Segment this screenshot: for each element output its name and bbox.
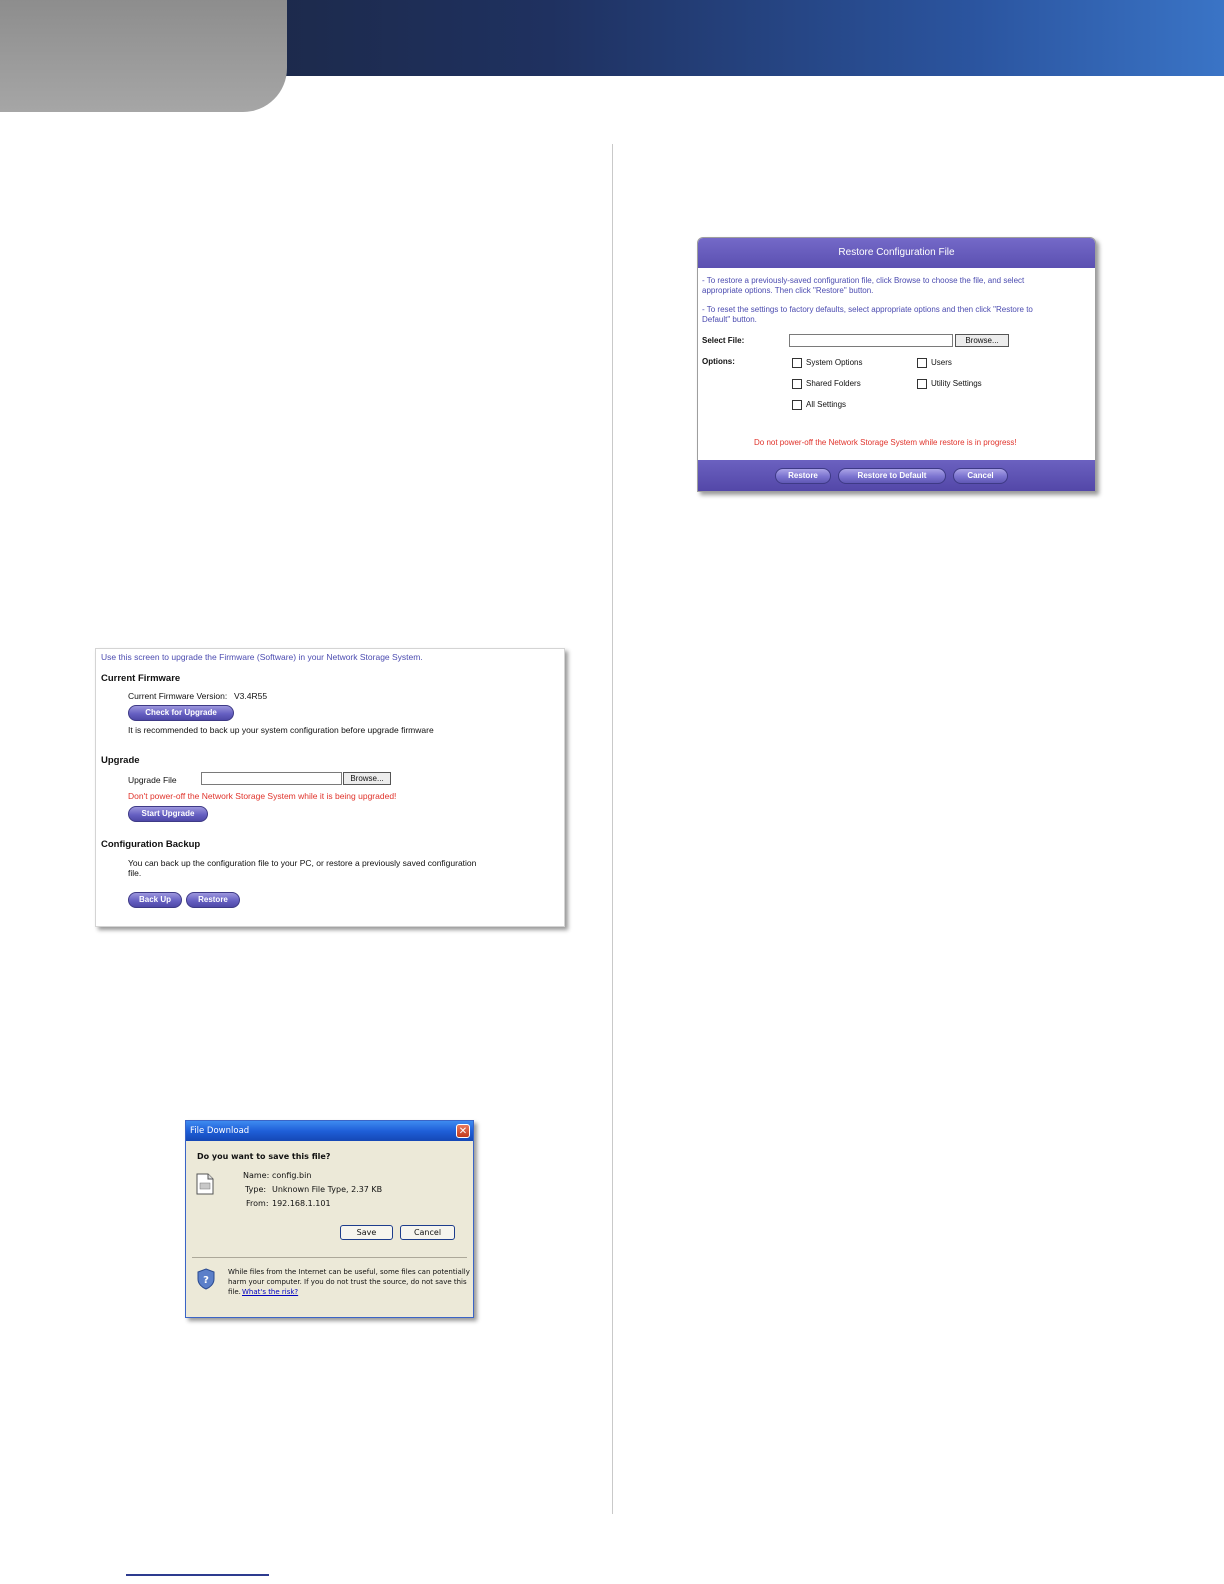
upgrade-file-input[interactable]	[201, 772, 342, 785]
users-label: Users	[931, 358, 952, 367]
upgrade-heading: Upgrade	[101, 755, 140, 766]
close-icon[interactable]: ✕	[456, 1124, 470, 1138]
save-question: Do you want to save this file?	[197, 1152, 331, 1161]
restore-button[interactable]: Restore	[775, 468, 831, 484]
dialog-separator	[192, 1257, 467, 1258]
type-label: Type:	[245, 1185, 267, 1194]
configuration-backup-text: You can back up the configuration file to your PC, or restore a previously saved configuration	[128, 858, 477, 868]
back-up-button[interactable]: Back Up	[128, 892, 182, 908]
footer-rule	[126, 1574, 269, 1576]
start-upgrade-button[interactable]: Start Upgrade	[128, 806, 208, 822]
upgrade-browse-button[interactable]: Browse...	[343, 772, 391, 785]
security-warning-line3: file.	[228, 1288, 241, 1296]
restore-dialog-title: Restore Configuration File	[698, 238, 1095, 268]
upgrade-file-label: Upgrade File	[128, 775, 177, 785]
security-warning-line2: harm your computer. If you do not trust the source, do not save this	[228, 1278, 467, 1286]
file-name-value: config.bin	[272, 1171, 312, 1180]
restore-file-input[interactable]	[789, 334, 953, 347]
shared-folders-label: Shared Folders	[806, 379, 861, 388]
security-shield-icon	[196, 1268, 216, 1290]
name-label: Name:	[243, 1171, 270, 1180]
firmware-restore-button[interactable]: Restore	[186, 892, 240, 908]
restore-cancel-button[interactable]: Cancel	[953, 468, 1008, 484]
restore-instruction-2b: Default" button.	[702, 315, 757, 324]
system-options-checkbox[interactable]	[792, 358, 802, 368]
restore-dialog-button-bar	[698, 460, 1095, 491]
upgrade-warning: Don't power-off the Network Storage System while it is being upgraded!	[128, 791, 397, 801]
users-checkbox[interactable]	[917, 358, 927, 368]
restore-instruction-1b: appropriate options. Then click "Restore" button.	[702, 286, 874, 295]
firmware-version-label: Current Firmware Version:	[128, 691, 228, 701]
svg-text:?: ?	[203, 1275, 209, 1286]
cancel-button[interactable]: Cancel	[400, 1225, 455, 1240]
check-for-upgrade-button[interactable]: Check for Upgrade	[128, 705, 234, 721]
restore-warning: Do not power-off the Network Storage System while restore is in progress!	[754, 438, 1017, 447]
select-file-label: Select File:	[702, 336, 745, 345]
shared-folders-checkbox[interactable]	[792, 379, 802, 389]
restore-to-default-button[interactable]: Restore to Default	[838, 468, 946, 484]
security-warning-line1: While files from the Internet can be useful, some files can potentially	[228, 1268, 470, 1276]
file-icon	[196, 1173, 214, 1195]
all-settings-label: All Settings	[806, 400, 847, 409]
system-options-label: System Options	[806, 358, 863, 367]
whats-the-risk-link[interactable]: What's the risk?	[242, 1288, 299, 1296]
restore-instruction-1a: - To restore a previously-saved configuration file, click Browse to choose the file, and select	[702, 276, 1025, 285]
configuration-backup-text-2: file.	[128, 868, 142, 878]
backup-recommendation: It is recommended to back up your system configuration before upgrade firmware	[128, 725, 434, 735]
firmware-intro: Use this screen to upgrade the Firmware (Software) in your Network Storage System.	[101, 652, 423, 662]
restore-browse-button[interactable]: Browse...	[955, 334, 1009, 347]
restore-instruction-2a: - To reset the settings to factory defaults, select appropriate options and then click "Restore to	[702, 305, 1033, 314]
file-type-value: Unknown File Type, 2.37 KB	[272, 1185, 383, 1194]
file-download-title: File Download	[186, 1121, 473, 1141]
all-settings-checkbox[interactable]	[792, 400, 802, 410]
save-button[interactable]: Save	[340, 1225, 393, 1240]
firmware-version-value: V3.4R55	[234, 691, 268, 701]
restore-configuration-dialog	[697, 237, 1096, 492]
current-firmware-heading: Current Firmware	[101, 673, 181, 684]
page-header-tab	[0, 0, 287, 112]
utility-settings-checkbox[interactable]	[917, 379, 927, 389]
from-label: From:	[246, 1199, 269, 1208]
utility-settings-label: Utility Settings	[931, 379, 982, 388]
options-label: Options:	[702, 357, 735, 366]
configuration-backup-heading: Configuration Backup	[101, 839, 201, 850]
column-divider	[612, 144, 613, 1514]
file-download-dialog	[185, 1120, 474, 1318]
file-source-value: 192.168.1.101	[272, 1199, 331, 1208]
firmware-upgrade-panel	[95, 648, 565, 927]
